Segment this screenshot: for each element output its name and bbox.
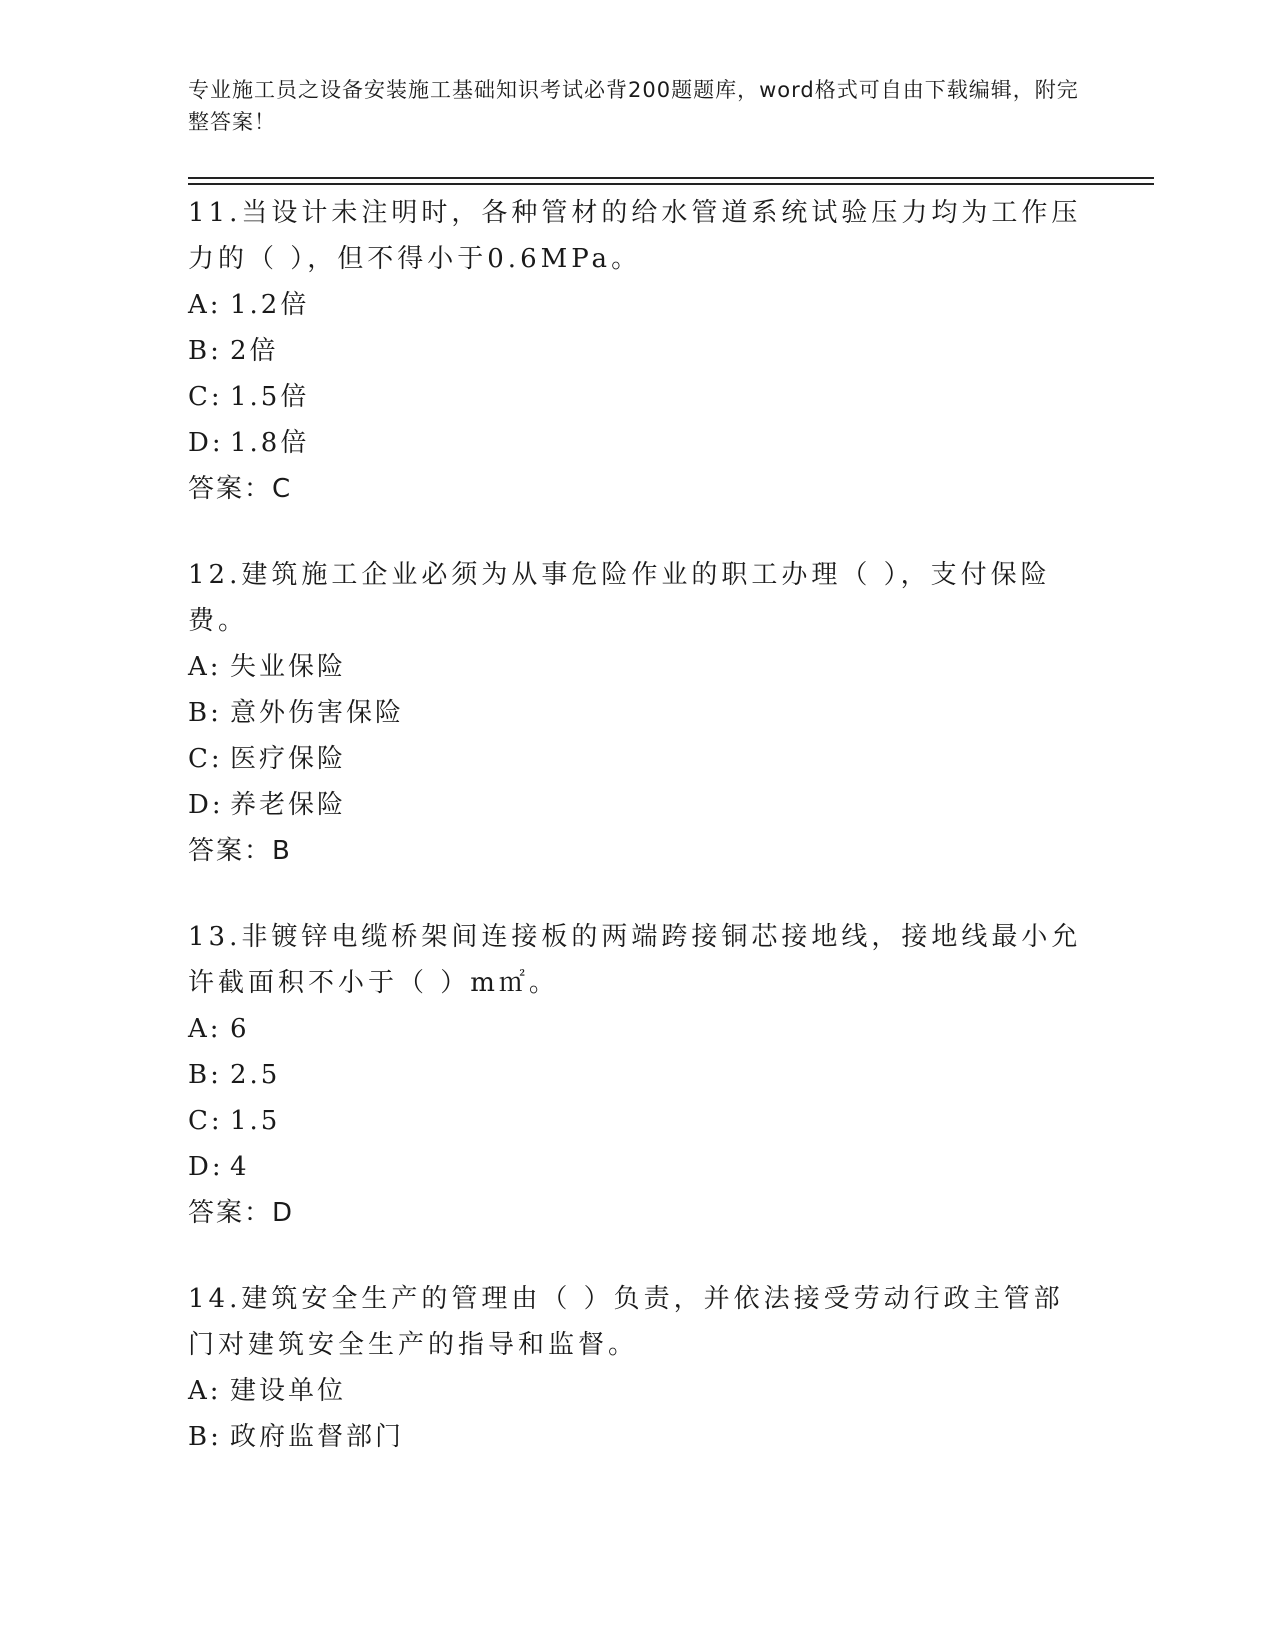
option-text: 2倍 <box>230 336 279 366</box>
option-label: C: <box>188 1106 223 1136</box>
answer: 答案：D <box>188 1198 295 1228</box>
option-label: A: <box>188 1014 222 1044</box>
document-header: 专业施工员之设备安装施工基础知识考试必背200题题库，word格式可自由下载编辑，附完整答案！ <box>188 78 1079 134</box>
option-text: 4 <box>230 1152 250 1182</box>
option-b <box>188 1414 1088 1460</box>
option-label: D: <box>188 1152 224 1182</box>
option-text: 医疗保险 <box>230 744 347 774</box>
option-label: C: <box>188 382 223 412</box>
answer: 答案：B <box>188 836 292 866</box>
option-c <box>188 374 1088 420</box>
option-text: 意外伤害保险 <box>230 698 405 728</box>
question-text: 11.当设计未注明时，各种管材的给水管道系统试验压力均为工作压力的（ ），但不得小于0.6MPa。 <box>188 198 1082 274</box>
question-list <box>188 190 1088 1500</box>
option-text: 失业保险 <box>230 652 347 682</box>
question-14 <box>188 1276 1088 1460</box>
question-text: 14.建筑安全生产的管理由（ ）负责，并依法接受劳动行政主管部门对建筑安全生产的指导和监督。 <box>188 1284 1064 1360</box>
option-label: B: <box>188 336 222 366</box>
option-text: 1.2倍 <box>230 290 310 320</box>
option-text: 养老保险 <box>230 790 347 820</box>
option-label: B: <box>188 1422 222 1452</box>
header-divider-top <box>188 177 1154 179</box>
option-a <box>188 1006 1088 1052</box>
option-label: A: <box>188 652 222 682</box>
answer: 答案：C <box>188 474 293 504</box>
option-a <box>188 1368 1088 1414</box>
option-c <box>188 736 1088 782</box>
option-text: 1.8倍 <box>230 428 310 458</box>
option-c <box>188 1098 1088 1144</box>
option-label: B: <box>188 698 222 728</box>
option-text: 1.5 <box>230 1106 281 1136</box>
option-text: 6 <box>230 1014 250 1044</box>
option-label: B: <box>188 1060 222 1090</box>
option-label: A: <box>188 290 222 320</box>
option-b <box>188 1052 1088 1098</box>
option-d <box>188 782 1088 828</box>
question-11 <box>188 190 1088 512</box>
option-label: C: <box>188 744 223 774</box>
option-b <box>188 690 1088 736</box>
option-text: 政府监督部门 <box>230 1422 405 1452</box>
question-text: 13.非镀锌电缆桥架间连接板的两端跨接铜芯接地线，接地线最小允许截面积不小于（ ）m㎡。 <box>188 922 1082 998</box>
option-d <box>188 1144 1088 1190</box>
option-a <box>188 644 1088 690</box>
header-divider-bottom <box>188 183 1154 185</box>
option-label: D: <box>188 790 224 820</box>
question-text: 12.建筑施工企业必须为从事危险作业的职工办理（ ），支付保险费。 <box>188 560 1051 636</box>
option-text: 2.5 <box>230 1060 281 1090</box>
option-b <box>188 328 1088 374</box>
question-12 <box>188 552 1088 874</box>
question-13 <box>188 914 1088 1236</box>
option-label: D: <box>188 428 224 458</box>
option-d <box>188 420 1088 466</box>
option-a <box>188 282 1088 328</box>
option-text: 1.5倍 <box>230 382 310 412</box>
option-text: 建设单位 <box>230 1376 347 1406</box>
option-label: A: <box>188 1376 222 1406</box>
